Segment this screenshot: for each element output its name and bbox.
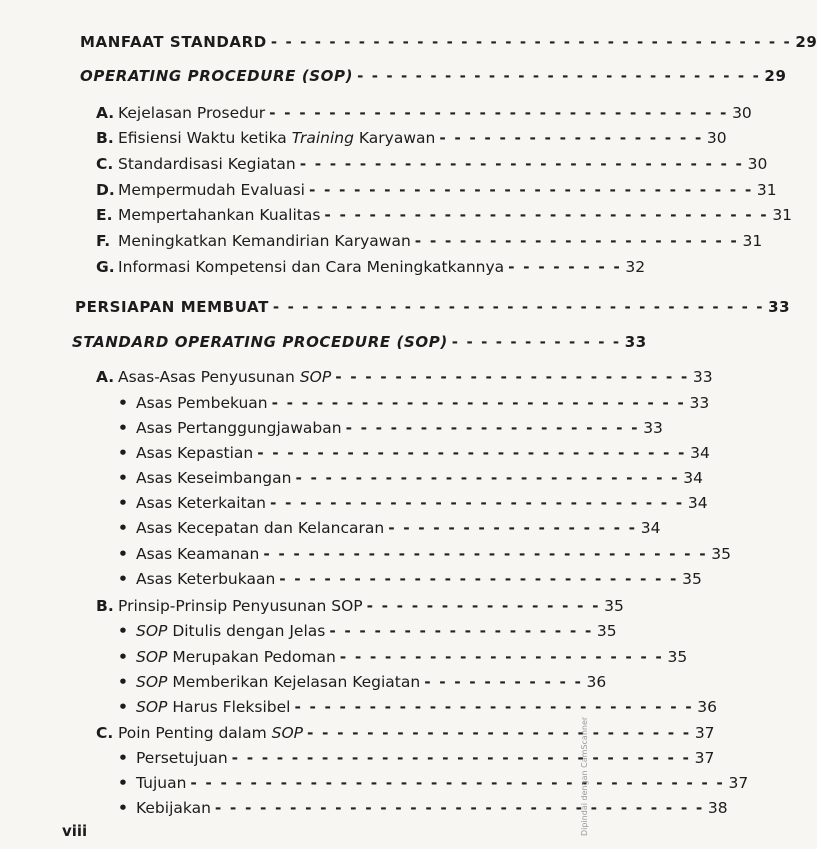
toc-entry <box>96 181 777 199</box>
toc-entry <box>118 622 617 640</box>
page-number: 30 <box>747 155 768 173</box>
page-number: 31 <box>772 206 793 224</box>
entry-label: Prinsip-Prinsip Penyusunan SOP <box>118 597 363 615</box>
dot-leader: - - - - - - - - - - - - <box>451 333 621 351</box>
entry-label: Memberikan Kejelasan Kegiatan <box>167 673 421 691</box>
dot-leader: - - - - - - - - - - - - - - - - - - - - - - - - - - - - - - - - - - - - <box>190 774 725 792</box>
dot-leader: - - - - - - - - - - - - - - - - - - - - - - - - - - - - <box>271 394 686 412</box>
bullet-icon: • <box>118 469 128 487</box>
page-number: 37 <box>694 749 715 767</box>
toc-entry <box>96 368 713 386</box>
page-number: 34 <box>690 444 710 462</box>
entry-label: Tujuan <box>136 774 187 792</box>
bullet-icon: • <box>118 519 128 537</box>
entry-label: Asas Kepastian <box>136 444 254 462</box>
bullet-icon: • <box>118 394 128 412</box>
entry-label: Poin Penting dalam <box>118 724 272 742</box>
page-number: 34 <box>640 519 661 537</box>
dot-leader: - - - - - - - - - - - - - - - - - - - - - - - - - - <box>307 724 691 742</box>
toc-entry <box>118 673 607 691</box>
entry-label: Asas-Asas Penyusunan <box>118 368 300 386</box>
entry-letter: C. <box>96 724 114 742</box>
page-number: 35 <box>596 622 617 640</box>
entry-label-italic: SOP <box>136 673 168 691</box>
dot-leader: - - - - - - - - - - - - - - - - - - - - - - <box>339 648 664 666</box>
toc-entry <box>96 129 727 147</box>
entry-letter: C. <box>96 155 114 173</box>
toc-entry <box>118 394 710 412</box>
toc-entry <box>118 519 661 537</box>
entry-label: Asas Pembekuan <box>136 394 268 412</box>
dot-leader: - - - - - - - - - - - - - - - - - - - - <box>345 419 640 437</box>
entry-label: Harus Fleksibel <box>167 698 291 716</box>
toc-entry <box>118 545 731 563</box>
toc-entry <box>118 799 728 817</box>
page-number: 38 <box>707 799 728 817</box>
toc-entry <box>80 67 787 85</box>
page-number: 35 <box>711 545 731 563</box>
dot-leader: - - - - - - - - - - - - - - - - - - <box>439 129 703 147</box>
entry-label: Mempermudah Evaluasi <box>118 181 305 199</box>
entry-label-italic: SOP <box>271 724 304 742</box>
page-number: 33 <box>768 298 791 316</box>
toc-entry <box>96 155 768 173</box>
entry-letter: G. <box>96 258 115 276</box>
footer-page-number: viii <box>62 822 88 840</box>
entry-label-italic: SOP <box>136 622 168 640</box>
dot-leader: - - - - - - - - - - - - - - - - - - - - - - - - - - - <box>294 698 694 716</box>
entry-label: Efisiensi Waktu ketika <box>118 129 292 147</box>
toc-entry <box>118 469 703 487</box>
page-number: 35 <box>667 648 688 666</box>
dot-leader: - - - - - - - - - - - - - - - - - - - - - - - - <box>335 368 689 386</box>
page-number: 33 <box>643 419 663 437</box>
entry-label: PERSIAPAN MEMBUAT <box>75 298 269 316</box>
bullet-icon: • <box>118 444 128 462</box>
toc-entry <box>96 597 624 615</box>
dot-leader: - - - - - - - - - - - - - - - - - - <box>329 622 593 640</box>
bullet-icon: • <box>118 494 128 512</box>
entry-label: Ditulis dengan Jelas <box>167 622 326 640</box>
page-number: 33 <box>624 333 647 351</box>
dot-leader: - - - - - - - - - - - - - - - - - - - - - - - - - - - - - - <box>299 155 744 173</box>
page-number: 31 <box>756 181 777 199</box>
entry-label: Persetujuan <box>136 749 228 767</box>
page-number: 29 <box>795 33 817 51</box>
page-number: 29 <box>764 67 787 85</box>
toc-entry <box>118 494 708 512</box>
entry-letter: A. <box>96 104 115 122</box>
page-number: 36 <box>586 673 607 691</box>
entry-label: Kejelasan Prosedur <box>118 104 266 122</box>
entry-label: STANDARD OPERATING PROCEDURE (SOP) <box>72 333 448 351</box>
entry-label: Meningkatkan Kemandirian Karyawan <box>118 232 411 250</box>
entry-label-italic: SOP <box>136 698 168 716</box>
page-number: 34 <box>687 494 708 512</box>
scanner-watermark: Dipindai dengan CamScanner <box>580 716 589 836</box>
page-number: 33 <box>692 368 713 386</box>
page-number: 37 <box>694 724 715 742</box>
entry-label: Asas Pertanggungjawaban <box>136 419 342 437</box>
toc-entry <box>118 774 749 792</box>
bullet-icon: • <box>118 545 128 563</box>
dot-leader: - - - - - - - - - - - - - - - - - - - - - - - - - - - - - - <box>308 181 753 199</box>
toc-entry <box>118 749 715 767</box>
toc-entry <box>118 698 717 716</box>
entry-label: MANFAAT STANDARD <box>80 33 267 51</box>
entry-label: Asas Keseimbangan <box>136 469 292 487</box>
dot-leader: - - - - - - - - - - - - - - - - - - - - - - - - - - - - - - <box>324 206 769 224</box>
bullet-icon: • <box>118 698 128 716</box>
dot-leader: - - - - - - - - - - - - - - - - - - - - - - - - - - - - - - - - - <box>214 799 704 817</box>
page-number: 30 <box>706 129 727 147</box>
entry-label-italic: SOP <box>136 648 168 666</box>
toc-entry <box>118 419 663 437</box>
page-number: 33 <box>689 394 710 412</box>
toc-entry <box>118 444 710 462</box>
bullet-icon: • <box>118 774 128 792</box>
page-number: 35 <box>682 570 702 588</box>
entry-label: Kebijakan <box>136 799 211 817</box>
toc-entry <box>118 570 702 588</box>
bullet-icon: • <box>118 570 128 588</box>
entry-label: Asas Keamanan <box>136 545 260 563</box>
entry-label: OPERATING PROCEDURE (SOP) <box>80 67 354 85</box>
entry-label: Karyawan <box>353 129 436 147</box>
bullet-icon: • <box>118 648 128 666</box>
toc-entry <box>72 333 647 351</box>
page-number: 30 <box>732 104 752 122</box>
dot-leader: - - - - - - - - - - - - - - - - - - - - - - - - - - - <box>279 570 679 588</box>
dot-leader: - - - - - - - - - - - - - - - - - - - - - - - - - - <box>295 469 680 487</box>
entry-letter: B. <box>96 129 114 147</box>
dot-leader: - - - - - - - - - - - - - - - - - - - - - - - - - - - - - - <box>263 545 708 563</box>
dot-leader: - - - - - - - - - - - - - - - - - - - - - - - - - - - - - - - - - - <box>272 298 765 316</box>
page-number: 36 <box>697 698 717 716</box>
toc-entry <box>96 104 752 122</box>
bullet-icon: • <box>118 799 128 817</box>
bullet-icon: • <box>118 622 128 640</box>
dot-leader: - - - - - - - - - - - - - - - - - - - - - - - - - - - - <box>357 67 761 85</box>
entry-label: Asas Keterbukaan <box>136 570 276 588</box>
entry-label: Merupakan Pedoman <box>167 648 336 666</box>
entry-label: Asas Keterkaitan <box>136 494 267 512</box>
entry-label-italic: SOP <box>299 368 332 386</box>
toc-entry <box>96 206 793 224</box>
dot-leader: - - - - - - - - <box>508 258 622 276</box>
toc-entry <box>80 33 817 51</box>
dot-leader: - - - - - - - - - - - - - - - - - - - - - - - - - - - - - <box>257 444 687 462</box>
entry-label-italic: Training <box>291 129 354 147</box>
toc-entry <box>96 258 646 276</box>
page-number: 32 <box>625 258 646 276</box>
entry-letter: F. <box>96 232 111 250</box>
entry-label: Informasi Kompetensi dan Cara Meningkatkannya <box>118 258 505 276</box>
entry-label: Asas Kecepatan dan Kelancaran <box>136 519 385 537</box>
dot-leader: - - - - - - - - - - - - - - - - <box>366 597 601 615</box>
dot-leader: - - - - - - - - - - - - - - - - - <box>388 519 637 537</box>
page-number: 31 <box>742 232 763 250</box>
bullet-icon: • <box>118 419 128 437</box>
toc-entry <box>75 298 791 316</box>
bullet-icon: • <box>118 749 128 767</box>
entry-letter: E. <box>96 206 113 224</box>
toc-entry <box>96 724 715 742</box>
page-number: 34 <box>683 469 703 487</box>
dot-leader: - - - - - - - - - - - - - - - - - - - - - - - - - - - - - - - <box>231 749 691 767</box>
toc-entry <box>96 232 763 250</box>
dot-leader: - - - - - - - - - - - - - - - - - - - - - - - - - - - - - - - <box>269 104 729 122</box>
entry-letter: D. <box>96 181 115 199</box>
dot-leader: - - - - - - - - - - - - - - - - - - - - - - - - - - - - - - - - - - - - <box>270 33 792 51</box>
bullet-icon: • <box>118 673 128 691</box>
page-number: 37 <box>728 774 749 792</box>
entry-letter: B. <box>96 597 114 615</box>
page-number: 35 <box>604 597 624 615</box>
toc-entry <box>118 648 688 666</box>
dot-leader: - - - - - - - - - - - <box>424 673 583 691</box>
entry-label: Mempertahankan Kualitas <box>118 206 321 224</box>
dot-leader: - - - - - - - - - - - - - - - - - - - - - - <box>414 232 739 250</box>
entry-label: Standardisasi Kegiatan <box>118 155 296 173</box>
dot-leader: - - - - - - - - - - - - - - - - - - - - - - - - - - - - <box>270 494 684 512</box>
entry-letter: A. <box>96 368 115 386</box>
